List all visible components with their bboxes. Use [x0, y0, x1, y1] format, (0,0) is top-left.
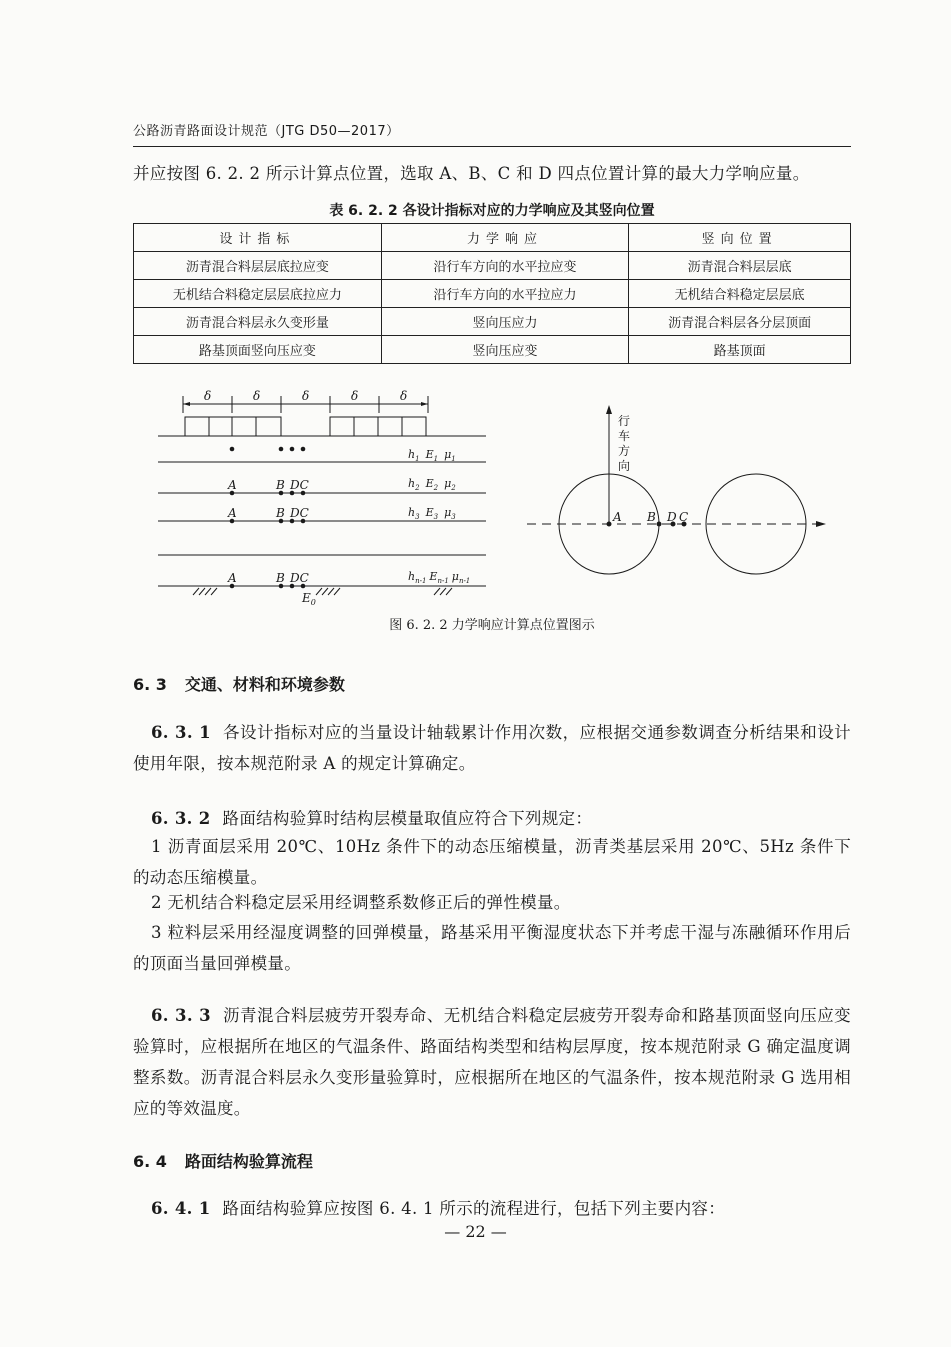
delta-label: δ: [302, 389, 310, 403]
delta-label: δ: [400, 389, 408, 403]
point-b-label: B: [647, 510, 656, 524]
point-b-label: B: [276, 478, 285, 492]
table-cell: 无机结合料稳定层层底拉应力: [134, 280, 382, 308]
table-cell: 沿行车方向的水平拉应变: [381, 252, 629, 280]
clause-number: 6. 3. 1: [151, 723, 211, 742]
section-number: 6. 4: [133, 1152, 167, 1171]
clause-text: 路面结构验算时结构层模量取值应符合下列规定：: [222, 809, 593, 828]
figure-caption: 图 6. 2. 2 力学响应计算点位置图示: [389, 618, 595, 633]
running-header: 公路沥青路面设计规范（JTG D50—2017）: [133, 124, 400, 139]
clause-6-3-2-item-3: 3 粒料层采用经湿度调整的回弹模量，路基采用平衡湿度状态下并考虑干湿与冻融循环作用后的顶面当量回弹模量。: [133, 923, 851, 973]
section-6-3-heading: [133, 672, 345, 695]
clause-text: 沥青混合料层疲劳开裂寿命、无机结合料稳定层疲劳开裂寿命和路基顶面竖向压应变验算时，应根据所在地区的气温条件、路面结构类型和结构层厚度，按本规范附录 G 确定温度调整系数。沥青混合料层永久变形量验算时，应根据所在地区的气温条件，按本规范附录 G 选用相应的等效温度。: [133, 1006, 851, 1118]
table-cell: 路基顶面竖向压应变: [134, 336, 382, 364]
layer-2-label: $h_2$ $E_2$ $\mu_2$: [408, 477, 456, 492]
table-cell: 无机结合料稳定层层底: [629, 280, 851, 308]
clause-number: 6. 3. 3: [151, 1006, 211, 1025]
clause-6-3-2: [133, 803, 851, 834]
table-cell: 沥青混合料层各分层顶面: [629, 308, 851, 336]
point-a-label: A: [613, 510, 622, 524]
table-header-cell: 力学响应: [381, 224, 629, 252]
direction-char: 车: [618, 429, 631, 443]
point-d-label: D: [667, 510, 677, 524]
table-cell: 路基顶面: [629, 336, 851, 364]
figure-response-points: [0, 0, 951, 640]
clause-number: 6. 3. 2: [151, 809, 211, 828]
point-dc-label: DC: [290, 506, 309, 520]
layer-3-label: $h_3$ $E_3$ $\mu_3$: [408, 506, 456, 521]
table-cell: 竖向压应力: [381, 308, 629, 336]
table-cell: 沿行车方向的水平拉应力: [381, 280, 629, 308]
delta-label: δ: [253, 389, 261, 403]
page-number: — 22 —: [444, 1222, 507, 1241]
table-cell: 沥青混合料层层底拉应变: [134, 252, 382, 280]
clause-6-3-2-item-2: 2 无机结合料稳定层采用经调整系数修正后的弹性模量。: [151, 893, 571, 912]
point-b-label: B: [276, 506, 285, 520]
point-a-label: A: [228, 571, 237, 585]
table-header-cell: 竖向位置: [629, 224, 851, 252]
table-cell: 竖向压应变: [381, 336, 629, 364]
table-cell: 沥青混合料层永久变形量: [134, 308, 382, 336]
clause-6-3-3: [133, 1000, 851, 1124]
e0-label: $E_0$: [302, 591, 316, 607]
direction-char: 行: [618, 414, 631, 428]
clause-6-3-2-item-1: 1 沥青面层采用 20℃、10Hz 条件下的动态压缩模量，沥青类基层采用 20℃、5Hz 条件下的动态压缩模量。: [133, 837, 851, 887]
table-cell: 沥青混合料层层底: [629, 252, 851, 280]
point-c-label: C: [679, 510, 689, 524]
clause-text: 路面结构验算应按图 6. 4. 1 所示的流程进行，包括下列主要内容：: [222, 1199, 725, 1218]
layer-n-1-label: $h_{n-1}$ $E_{n-1}$ $\mu_{n-1}$: [408, 570, 471, 585]
delta-label: δ: [351, 389, 359, 403]
direction-char: 向: [618, 459, 631, 473]
direction-char: 方: [618, 444, 631, 458]
table-caption: 表 6. 2. 2 各设计指标对应的力学响应及其竖向位置: [329, 203, 655, 219]
point-dc-label: DC: [290, 478, 309, 492]
point-a-label: A: [228, 478, 237, 492]
intro-paragraph: 并应按图 6. 2. 2 所示计算点位置，选取 A、B、C 和 D 四点位置计算的最大力学响应量。: [133, 164, 810, 183]
section-title: 路面结构验算流程: [184, 1152, 313, 1171]
section-title: 交通、材料和环境参数: [184, 675, 345, 694]
point-b-label: B: [276, 571, 285, 585]
section-6-4-heading: [133, 1149, 313, 1172]
point-a-label: A: [228, 506, 237, 520]
clause-6-3-1: [133, 717, 851, 779]
clause-number: 6. 4. 1: [151, 1199, 211, 1218]
layer-1-label: $h_1$ $E_1$ $\mu_1$: [408, 448, 456, 463]
delta-label: δ: [204, 389, 212, 403]
table-header-cell: 设计指标: [134, 224, 382, 252]
section-number: 6. 3: [133, 675, 167, 694]
clause-text: 各设计指标对应的当量设计轴载累计作用次数，应根据交通参数调查分析结果和设计使用年限，按本规范附录 A 的规定计算确定。: [133, 723, 851, 773]
clause-6-4-1: [133, 1193, 851, 1224]
point-dc-label: DC: [290, 571, 309, 585]
